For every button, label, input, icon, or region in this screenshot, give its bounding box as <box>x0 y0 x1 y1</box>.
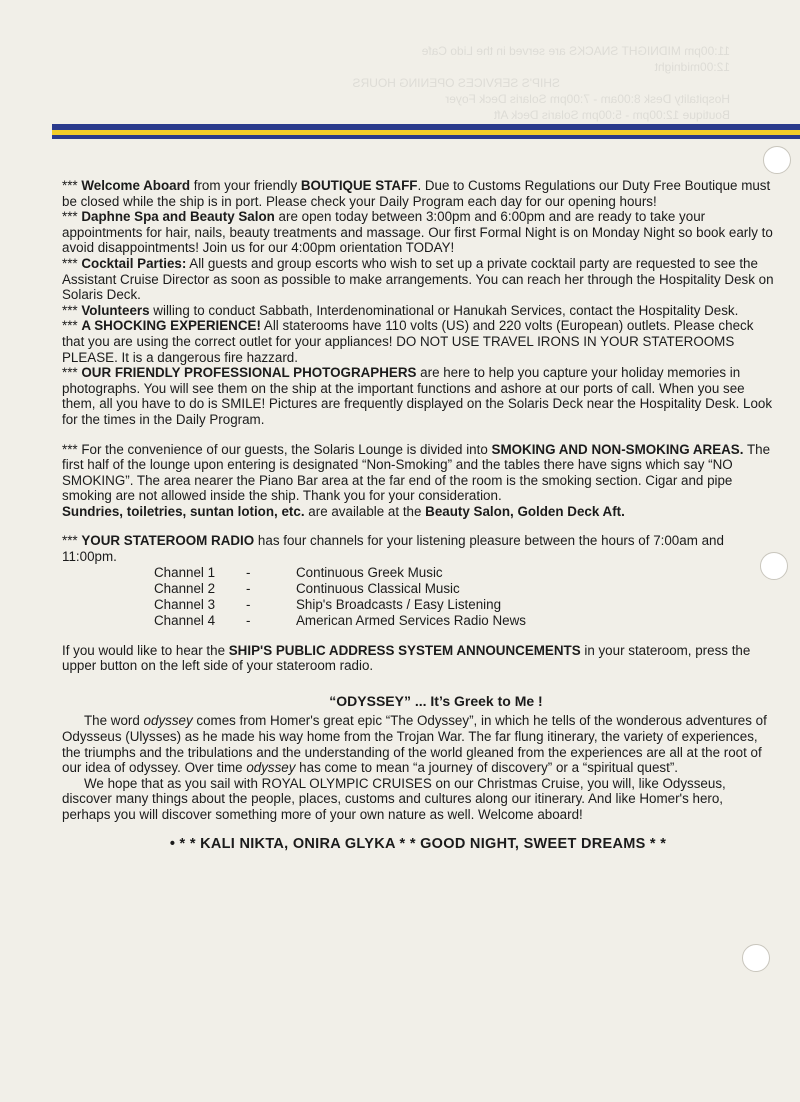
channel-description: Continuous Classical Music <box>296 580 460 596</box>
channel-name: Channel 4 <box>154 612 216 628</box>
notice-sundries <box>62 504 774 520</box>
notice-text: willing to conduct Sabbath, Interdenominational or Hanukah Services, contact the Hospitality Desk. <box>149 302 739 318</box>
notice-heading: Daphne Spa and Beauty Salon <box>81 209 275 225</box>
channel-row <box>154 581 526 597</box>
notice-text: in your stateroom, press the upper button on the left side of your stateroom radio. <box>62 642 751 674</box>
odyssey-paragraph-1 <box>62 713 774 775</box>
odyssey-text: The word <box>84 713 144 729</box>
notice-heading: Welcome Aboard <box>81 178 190 193</box>
channel-name: Channel 2 <box>154 580 216 596</box>
notice-lead: *** <box>62 318 82 334</box>
document-body <box>62 178 774 852</box>
odyssey-emphasis: odyssey <box>143 713 193 729</box>
odyssey-text: has come to mean “a journey of discovery” or a “spiritual quest”. <box>295 760 678 776</box>
notice-text: The first half of the lounge upon entering is designated “Non-Smoking” and the tables there have signs which say “NO SMOKING”. The area nearer the Piano Bar area at the far end of the room is the smoking section. Cigar and pipe smoking are not allowed inside the ship. Thank you for your consideration. <box>62 441 771 504</box>
notice-text: from your friendly <box>190 178 301 193</box>
channel-dash: - <box>246 580 251 596</box>
header-band-blue-lower <box>52 135 800 139</box>
notice-lead: *** <box>62 533 82 549</box>
channel-dash: - <box>246 596 251 612</box>
notice-heading: OUR FRIENDLY PROFESSIONAL PHOTOGRAPHERS <box>81 365 417 381</box>
notice-volunteers <box>62 303 774 319</box>
notice-heading: YOUR STATEROOM RADIO <box>81 533 255 549</box>
punch-hole <box>763 146 791 174</box>
notice-text: If you would like to hear the <box>62 642 229 658</box>
channel-row <box>154 613 526 629</box>
notice-heading: BOUTIQUE STAFF <box>300 178 418 193</box>
notice-text: All guests and group escorts who wish to set up a private cocktail party are requested to see the Assistant Cruise Director as soon as possible to make arrangements. You can reach her through the Hospitality Desk on Solaris Deck. <box>62 255 774 303</box>
channel-dash: - <box>246 612 251 628</box>
bleed-line: SHIP'S SERVICES OPENING HOURS <box>352 76 560 90</box>
notice-smoking <box>62 442 774 504</box>
notice-text: All staterooms have 110 volts (US) and 220 volts (European) outlets. Please check that you are using the correct outlet for your appliances! DO NOT USE TRAVEL IRONS IN YOUR STATEROOMS PLEASE. It is a dangerous fire hazzard. <box>62 318 754 365</box>
notice-heading: Sundries, toiletries, suntan lotion, etc. <box>62 503 305 519</box>
notice-text: are available at the <box>304 503 426 519</box>
notice-spa <box>62 209 774 256</box>
notice-text: For the convenience of our guests, the Solaris Lounge is divided into <box>81 441 492 457</box>
notice-lead: *** <box>62 178 82 193</box>
bleed-line: Boutique 12:00pm - 5:00pm Solaris Deck Aft <box>493 108 730 122</box>
odyssey-text: comes from Homer's great epic “The Odyssey”, in which he tells of the wonderous adventures of Odysseus (Ulysses) as he made his way home from the Trojan War. The far flung itinerary, the variety of experiences, the triumphs and the tribulations and the understanding of the world gleaned from the experiences are all at the root of our idea of odyssey. Over time <box>62 713 767 776</box>
notice-heading: Beauty Salon, Golden Deck Aft. <box>425 503 625 519</box>
punch-hole <box>742 944 770 972</box>
notice-radio <box>62 533 774 564</box>
notice-heading: A SHOCKING EXPERIENCE! <box>81 318 261 334</box>
notice-text: are open today between 3:00pm and 6:00pm and are ready to take your appointments for hair, nails, beauty treatments and massage. Our first Formal Night is on Monday Night so book early to avoid disappointments! Join us for our 4:00pm orientation TODAY! <box>62 209 773 256</box>
notice-cocktail <box>62 256 774 303</box>
channel-description: Ship's Broadcasts / Easy Listening <box>296 596 502 612</box>
notice-lead: *** <box>62 209 82 225</box>
notice-welcome <box>62 178 774 209</box>
odyssey-emphasis: odyssey <box>246 760 296 776</box>
bleed-through-text <box>0 44 800 124</box>
bleed-line: 12:00midnight <box>654 60 730 74</box>
channel-row <box>154 565 526 581</box>
odyssey-title: “ODYSSEY” ... It’s Greek to Me ! <box>329 692 543 709</box>
notice-text: are here to help you capture your holiday memories in photographs. You will see them on the ship at the important functions and ashore at our ports of call. When you see them, all you have to do is SMILE! Pictures are frequently displayed on the Solaris Deck near the Hospitality Desk. Look for the times in the Daily Program. <box>62 365 773 427</box>
notice-lead: *** <box>62 365 82 381</box>
channel-description: American Armed Services Radio News <box>296 612 526 628</box>
notice-shocking <box>62 318 774 365</box>
notice-lead: *** <box>62 302 82 318</box>
notice-photographers <box>62 365 774 427</box>
notice-text: . Due to Customs Regulations our Duty Free Boutique must be closed while the ship is in port. Please check your Daily Program each day for our opening hours! <box>62 178 771 209</box>
notice-lead: *** <box>62 441 82 457</box>
channel-dash: - <box>246 564 251 580</box>
channel-description: Continuous Greek Music <box>296 564 443 580</box>
notice-lead: *** <box>62 255 82 271</box>
channel-row <box>154 597 526 613</box>
notice-heading: Volunteers <box>81 302 150 318</box>
closing-greeting: • * * KALI NIKTA, ONIRA GLYKA * * GOOD NIGHT, SWEET DREAMS * * <box>169 835 667 852</box>
notice-heading: Cocktail Parties: <box>81 255 187 271</box>
radio-channel-list <box>154 565 526 629</box>
notice-public-address <box>62 643 774 674</box>
bleed-line: Hospitality Desk 8:00am - 7:00pm Solaris Deck Foyer <box>445 92 730 106</box>
bleed-line: 11:00pm MIDNIGHT SNACKS are served in the Lido Cafe <box>421 44 730 58</box>
odyssey-paragraph-2: We hope that as you sail with ROYAL OLYMPIC CRUISES on our Christmas Cruise, you will, like Odysseus, discover many things about the people, places, customs and cultures along our itinerary. And like Homer's hero, perhaps you will discover something more of your own nature as well. Welcome aboard! <box>62 775 726 822</box>
notice-text: has four channels for your listening pleasure between the hours of 7:00am and 11:00pm. <box>62 533 724 565</box>
notice-heading: SHIP'S PUBLIC ADDRESS SYSTEM ANNOUNCEMENTS <box>228 642 581 658</box>
notice-heading: SMOKING AND NON-SMOKING AREAS. <box>491 441 744 457</box>
channel-name: Channel 1 <box>154 564 216 580</box>
channel-name: Channel 3 <box>154 596 216 612</box>
